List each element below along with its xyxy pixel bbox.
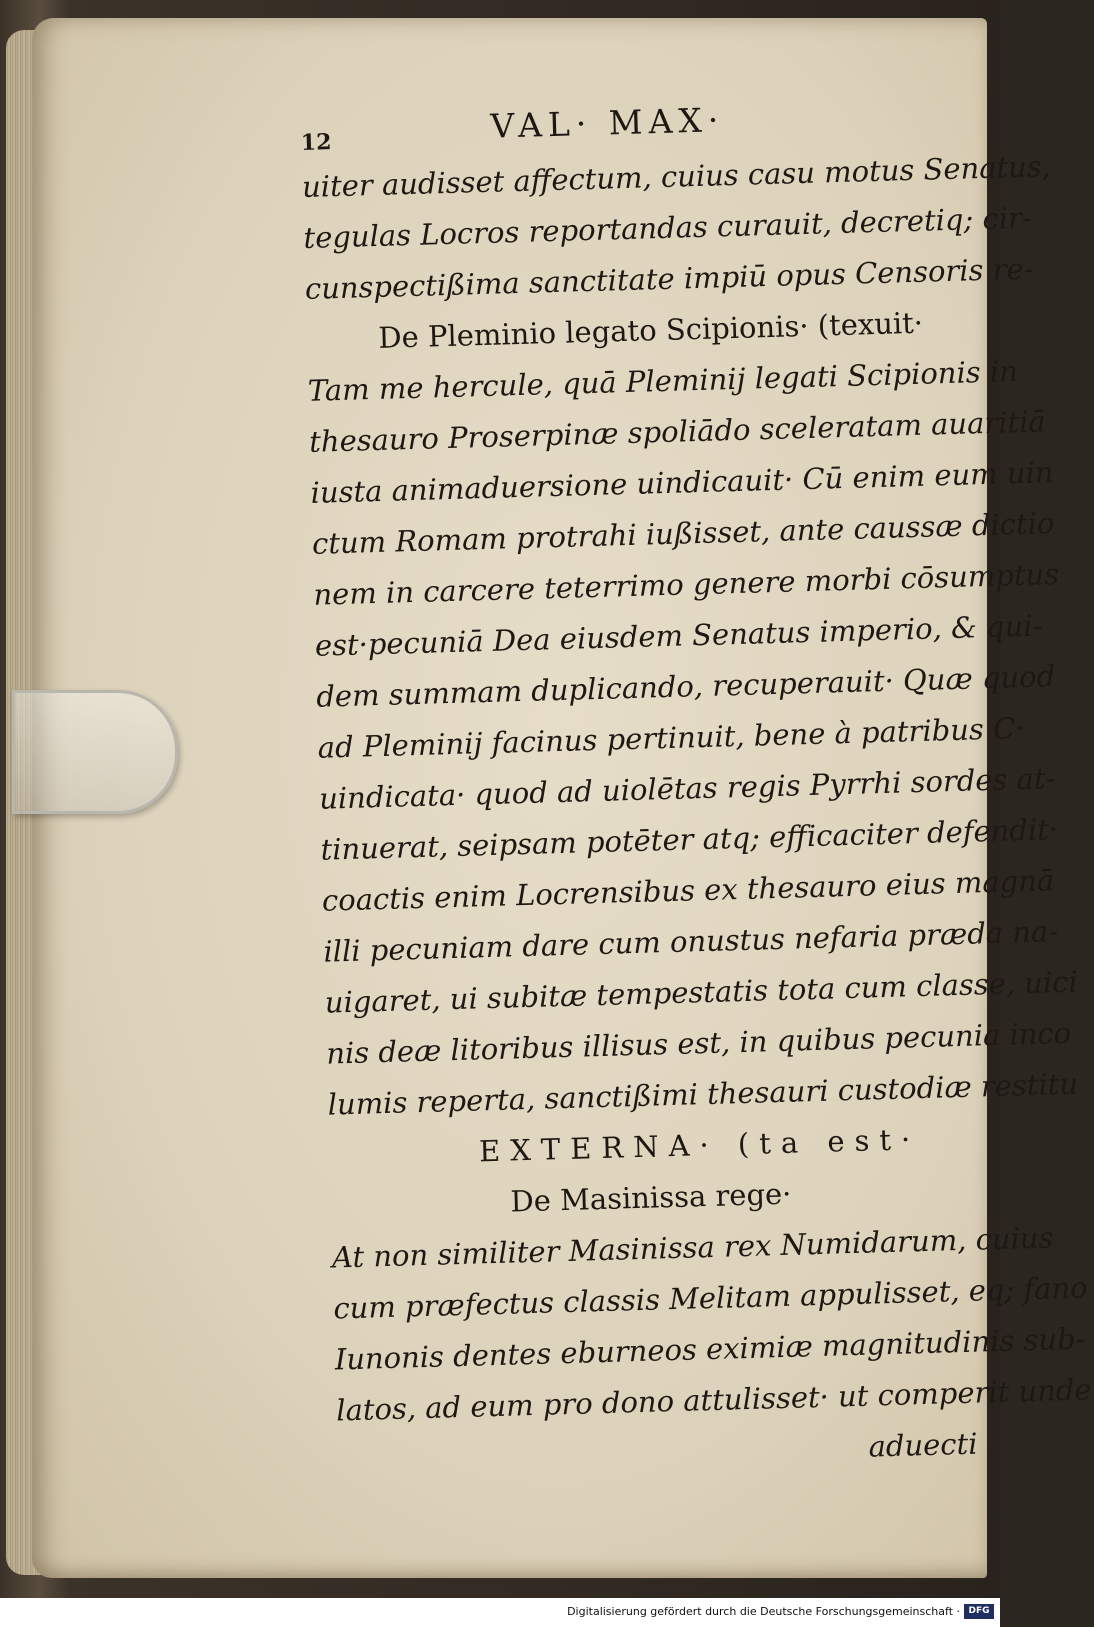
text-line: ad Pleminij facinus pertinuit, bene à patribus C·: [317, 711, 1025, 765]
text-line: Iunonis dentes eburneos eximiæ magnitudinis sub-: [334, 1321, 1086, 1377]
text-line: ctum Romam protrahi iußisset, ante caussæ dictio: [311, 506, 1055, 561]
funding-credit: Digitalisierung gefördert durch die Deutsche Forschungsgemeinschaft ·: [567, 1605, 960, 1618]
footer-bar: [0, 1598, 1000, 1627]
text-line: At non similiter Masinissa rex Numidarum, cuius: [331, 1220, 1054, 1275]
page-clip: [12, 690, 178, 814]
text-line: uiter audisset affectum, cuius casu motus Senatus,: [301, 149, 1052, 204]
running-head: VAL· MAX·: [489, 100, 725, 146]
text-line: cum præfectus classis Melitam appulisset, eq; fano: [332, 1270, 1089, 1326]
text-line: iusta animaduersione uindicauit· Cū enim eum uin: [310, 455, 1054, 510]
section-heading-externa: EXTERNA· (ta est·: [478, 1122, 921, 1169]
text-line: est·pecuniā Dea eiusdem Senatus imperio, & qui-: [314, 608, 1043, 663]
text-line: tegulas Locros reportandas curauit, decretiq; cir-: [303, 200, 1033, 255]
section-heading: De Pleminio legato Scipionis· (texuit·: [377, 305, 924, 355]
text-line: thesauro Proserpinæ spoliādo sceleratam auaritiā: [308, 404, 1047, 459]
text-line: dem summam duplicando, recuperauit· Quæ quod: [315, 659, 1056, 714]
text-line: lumis reperta, sanctißimi thesauri custodiæ restitu: [327, 1066, 1079, 1122]
page-number: 12: [300, 129, 332, 156]
text-line: illi pecuniam dare cum onustus nefaria præda na-: [322, 914, 1059, 969]
catchword: aduecti: [868, 1426, 978, 1464]
text-line: tinuerat, seipsam potēter atq; efficaciter defendit·: [320, 812, 1059, 867]
text-line: latos, ad eum pro dono attulisset· ut comperit unde: [335, 1372, 1092, 1428]
text-line: uigaret, ui subitæ tempestatis tota cum classe, uici: [324, 964, 1079, 1020]
dfg-logo: DFG: [964, 1604, 994, 1619]
text-block: [300, 94, 1092, 1487]
text-line: coactis enim Locrensibus ex thesauro eius magnā: [321, 863, 1055, 918]
text-line: Tam me hercule, quā Pleminij legati Scipionis in: [307, 354, 1019, 408]
text-line: uindicata· quod ad uiolētas regis Pyrrhi sordes at-: [318, 761, 1056, 816]
text-line: nem in carcere teterrimo genere morbi cōsumptus: [313, 556, 1060, 612]
section-heading: De Masinissa rege·: [510, 1176, 792, 1219]
text-line: nis deæ litoribus illisus est, in quibus pecunia inco: [325, 1015, 1072, 1071]
text-line: cunspectißima sanctitate impiū opus Censoris re-: [304, 251, 1034, 306]
